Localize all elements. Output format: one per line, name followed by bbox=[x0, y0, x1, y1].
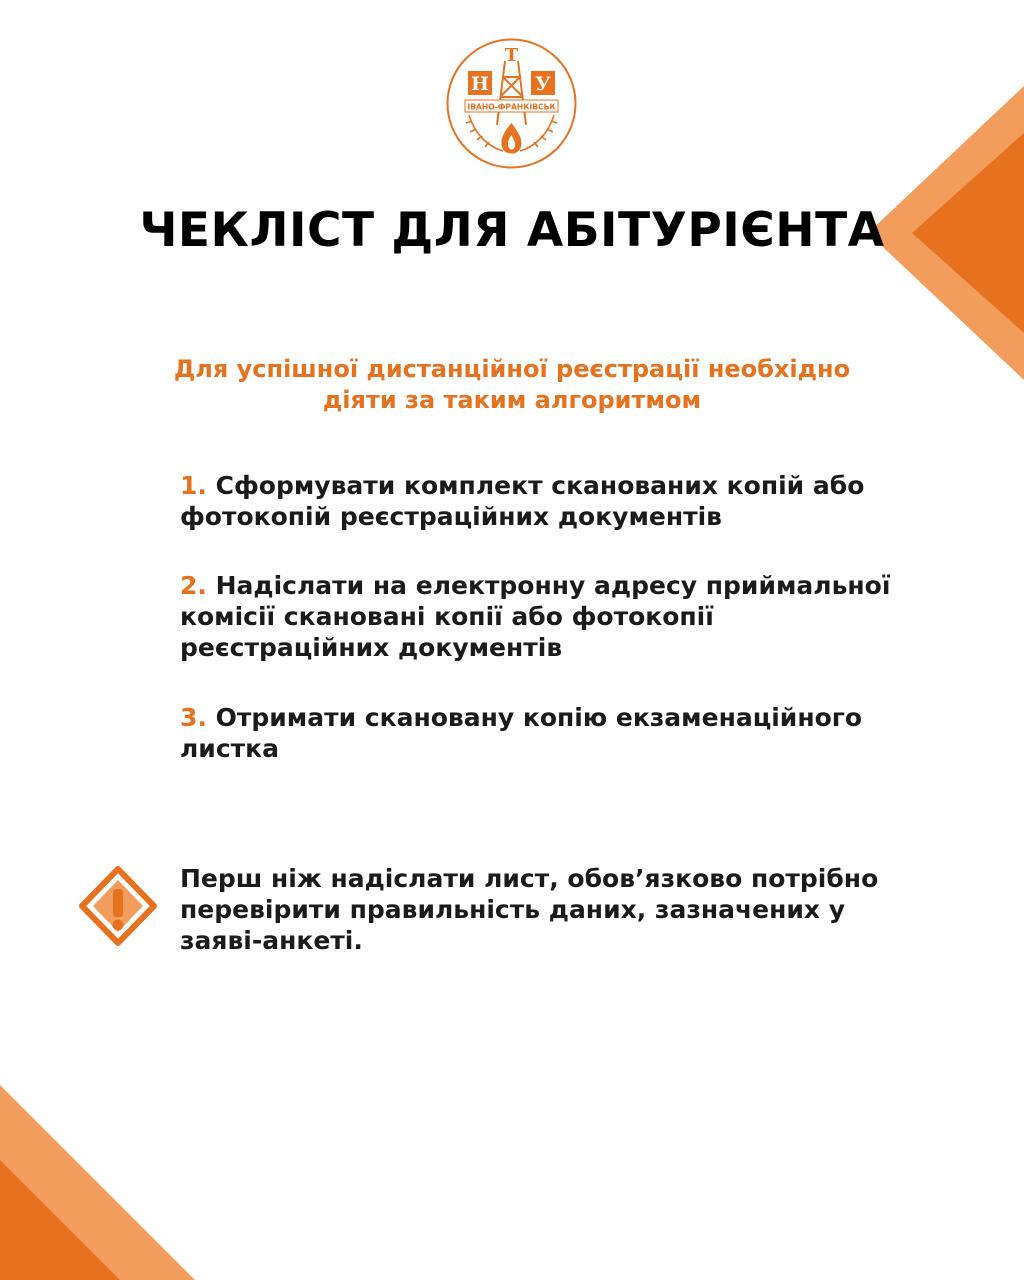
step-text: Сформувати комплект сканованих копій або фотокопій реєстраційних документів bbox=[180, 471, 865, 531]
warning-text: Перш ніж надіслати лист, обов’язково потрібно перевірити правильність даних, зазначених у заяві-анкеті. bbox=[180, 864, 879, 955]
warning-icon bbox=[79, 866, 157, 946]
step-text: Надіслати на електронну адресу приймальної комісії скановані копії або фотокопії реєстраційних документів bbox=[180, 571, 891, 662]
logo-letter-t: Т bbox=[504, 45, 519, 66]
logo-letter-u: У bbox=[535, 73, 551, 95]
step-number: 2. bbox=[180, 571, 207, 600]
step-text: Отримати скановану копію екзаменаційного листка bbox=[180, 703, 863, 763]
checklist-step-2 bbox=[180, 570, 900, 663]
logo-city-text: ІВАНО-ФРАНКІВСЬК bbox=[467, 102, 556, 112]
checklist-step-1 bbox=[180, 470, 900, 532]
logo-letter-n: Н bbox=[471, 73, 489, 95]
subtitle: Для успішної дистанційної реєстрації необхідно діяти за таким алгоритмом bbox=[173, 355, 851, 414]
university-logo bbox=[445, 37, 578, 170]
checklist-step-3 bbox=[180, 702, 900, 764]
page-title: ЧЕКЛІСТ ДЛЯ АБІТУРІЄНТА bbox=[139, 203, 885, 258]
step-number: 3. bbox=[180, 703, 207, 732]
step-number: 1. bbox=[180, 471, 207, 500]
